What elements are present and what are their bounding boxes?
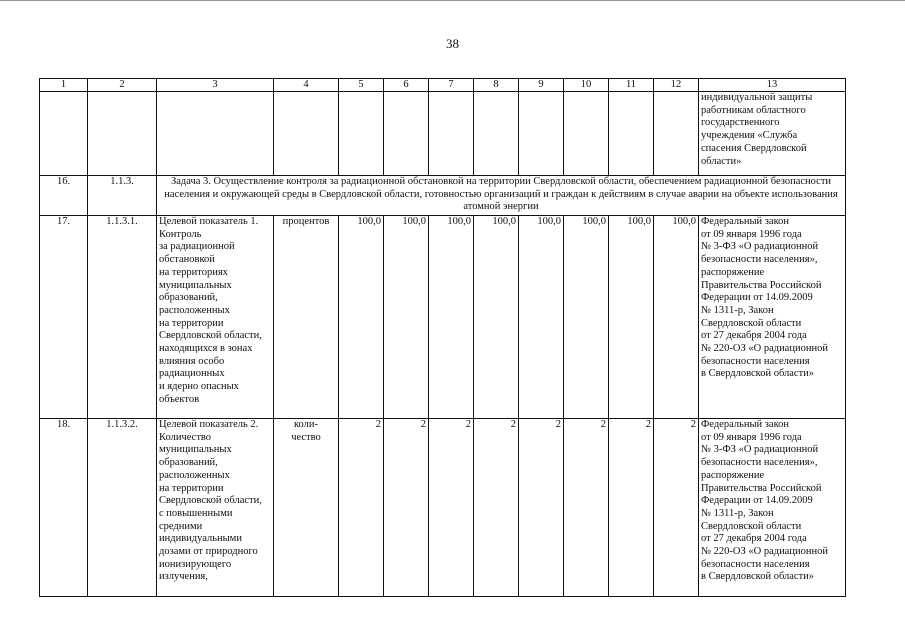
- page-top-edge: [0, 0, 905, 1]
- value-cell: 2: [519, 419, 564, 597]
- header-cell: 1: [40, 79, 88, 92]
- page-number: 38: [446, 36, 459, 51]
- source-cell: Федеральный закон от 09 января 1996 года № 3-ФЗ «О радиационной безопасности населения», распоряжение Правительства Российской Федерации от 14.09.2009 № 1311-р, Закон Свердловской области от 27 декабря 2004 года № 220-ОЗ «О радиационной безопасности населения в Свердловской области»: [699, 216, 846, 419]
- value-cell: 2: [654, 419, 699, 597]
- value-cell: 2: [564, 419, 609, 597]
- unit-cell: процентов: [274, 216, 339, 419]
- header-cell: 2: [88, 79, 157, 92]
- header-cell: 3: [157, 79, 274, 92]
- value-cell: 100,0: [519, 216, 564, 419]
- row-number: 16.: [40, 176, 88, 216]
- value-cell: 100,0: [564, 216, 609, 419]
- task-description: Задача 3. Осуществление контроля за радиационной обстановкой на территории Свердловской области, обеспечением радиационной безопасности населения и окружающей среды в Свердловской области, готовностью организаций и граждан к действиям в случае аварии на объекте использования атомной энергии: [157, 176, 846, 216]
- table-cell: [519, 92, 564, 176]
- document-table: [39, 78, 846, 597]
- value-cell: 2: [609, 419, 654, 597]
- table-cell: [474, 92, 519, 176]
- table-cell: [88, 92, 157, 176]
- header-cell: 8: [474, 79, 519, 92]
- header-cell: 6: [384, 79, 429, 92]
- table-cell: [654, 92, 699, 176]
- header-cell: 13: [699, 79, 846, 92]
- header-cell: 5: [339, 79, 384, 92]
- header-row: [40, 79, 846, 92]
- table-cell: [609, 92, 654, 176]
- value-cell: 100,0: [429, 216, 474, 419]
- table-cell: [339, 92, 384, 176]
- value-cell: 100,0: [654, 216, 699, 419]
- table-row-indicator-2: [40, 419, 846, 597]
- header-cell: 4: [274, 79, 339, 92]
- table-cell: [274, 92, 339, 176]
- header-cell: 7: [429, 79, 474, 92]
- source-cell: Федеральный закон от 09 января 1996 года № 3-ФЗ «О радиационной безопасности населения», распоряжение Правительства Российской Федерации от 14.09.2009 № 1311-р, Закон Свердловской области от 27 декабря 2004 года № 220-ОЗ «О радиационной безопасности населения в Свердловской области»: [699, 419, 846, 597]
- row-code: 1.1.3.: [88, 176, 157, 216]
- header-cell: 11: [609, 79, 654, 92]
- row-number: 18.: [40, 419, 88, 597]
- value-cell: 2: [384, 419, 429, 597]
- table-cell: [429, 92, 474, 176]
- table-cell: [157, 92, 274, 176]
- table-cell: [384, 92, 429, 176]
- table-row-indicator-1: [40, 216, 846, 419]
- header-cell: 9: [519, 79, 564, 92]
- row-number: 17.: [40, 216, 88, 419]
- value-cell: 100,0: [339, 216, 384, 419]
- source-cell: индивидуальной защиты работникам областного государственного учреждения «Служба спасения Свердловской области»: [699, 92, 846, 176]
- table-cell: [564, 92, 609, 176]
- value-cell: 100,0: [609, 216, 654, 419]
- header-cell: 12: [654, 79, 699, 92]
- indicator-name: Целевой показатель 2. Количество муниципальных образований, расположенных на территории Свердловской области, с повышенными средними индивидуальными дозами от природного ионизирующего излучения,: [157, 419, 274, 597]
- header-cell: 10: [564, 79, 609, 92]
- table-row-task: [40, 176, 846, 216]
- table-row-continued: [40, 92, 846, 176]
- unit-cell: коли- чество: [274, 419, 339, 597]
- value-cell: 2: [339, 419, 384, 597]
- value-cell: 100,0: [474, 216, 519, 419]
- row-code: 1.1.3.1.: [88, 216, 157, 419]
- row-code: 1.1.3.2.: [88, 419, 157, 597]
- value-cell: 2: [429, 419, 474, 597]
- value-cell: 2: [474, 419, 519, 597]
- value-cell: 100,0: [384, 216, 429, 419]
- indicator-name: Целевой показатель 1. Контроль за радиационной обстановкой на территориях муниципальных образований, расположенных на территории Свердловской области, находящихся в зонах влияния особо радиационных и ядерно опасных объектов: [157, 216, 274, 419]
- table-cell: [40, 92, 88, 176]
